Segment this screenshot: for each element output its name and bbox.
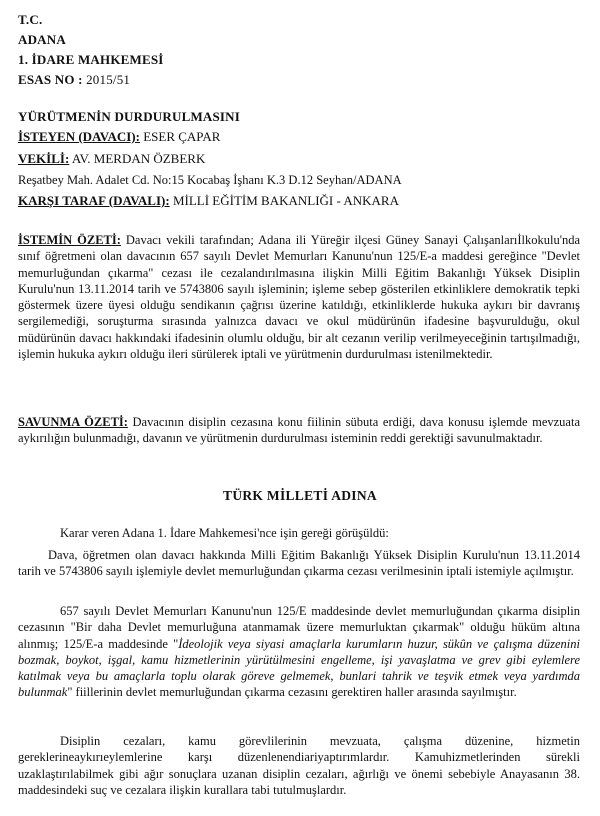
defense-paragraph <box>18 414 580 447</box>
header-esas <box>18 72 130 88</box>
header-court: 1. İDARE MAHKEMESİ <box>18 52 164 67</box>
defendant-label: KARŞI TARAF (DAVALI): <box>18 193 170 208</box>
body-paragraph-2: Dava, öğretmen olan davacı hakkında Milli Eğitim Bakanlığı Yüksek Disiplin Kurulu'nun 13.11.2014 tarih ve 5743806 sayılı işlemiyle devlet memurluğundan çıkarma cezası verilmesinin iptali istemiyle açılmıştır. <box>18 548 580 579</box>
esas-value: 2015/51 <box>86 72 131 87</box>
body-paragraph-1: Karar veren Adana 1. İdare Mahkemesi'nce işin gereği görüşüldü: <box>60 526 389 540</box>
counsel-label: VEKİLİ: <box>18 151 70 166</box>
summary-label: İSTEMİN ÖZETİ: <box>18 233 121 247</box>
body-paragraph-4: Disiplin cezaları, kamu görevlilerinin mevzuata, çalışma düzenine, hizmetin gereklerineaykırıeylemlerine karşı düzenlenendiariyaptırımlardır. Kamuhizmetlerinden sürekli uzaklaştırılabilmek gibi ağır sonuçlara uzanan disiplin cezaları, ağırlığı ve önemi sebebiyle Anayasanın 38. maddesindeki suç ve cezalara ilişkin kurallara tabi tutulmuşlardır. <box>18 734 580 797</box>
counsel-line <box>18 151 205 167</box>
decision-title: TÜRK MİLLETİ ADINA <box>223 488 377 503</box>
esas-label: ESAS NO : <box>18 72 83 87</box>
defendant-value: MİLLİ EĞİTİM BAKANLIĞI - ANKARA <box>172 193 399 208</box>
counsel-address: Reşatbey Mah. Adalet Cd. No:15 Kocabaş İşhanı K.3 D.12 Seyhan/ADANA <box>18 173 402 187</box>
body-paragraph-3-tail: " fiillerinin devlet memurluğundan çıkarma cezasını gerektiren haller arasında sayılmıştır. <box>67 685 517 700</box>
case-subject: YÜRÜTMENİN DURDURULMASINI <box>18 109 241 124</box>
summary-text: Davacı vekili tarafından; Adana ili Yüreğir ilçesi Güney Sanayi Çalışanlarıİlkokulu'nda sınıf öğretmeni olan davacının 657 sayılı Devlet Memurları Kanunu'nun 125/E-a maddesi gereğince "Devlet memurluğundan çıkarma" cezası ile cezalandırılmasına ilişkin Milli Eğitim Bakanlığı Yüksek Disiplin Kurulu'nun 13.11.2014 tarih ve 5743806 sayılı işleminin; işleme sebep gösterilen etkinliklere demokratik tepki göstermek üzere üyesi olduğu sendikanın çağrısı üzerine katıldığı, etkinliklerde hukuka aykırı bir davranış sergilemediği, soruşturma sırasında yalnızca davacı ve okul müdürünün ifadesine başvurulduğu, okul müdürünün davacı hakkındaki ifadesinin olumlu olduğu, bir alt cezanın verilip verilmeyeceğinin tartışılmadığı, işlemin hukuka aykırı olduğu ileri sürülerek iptali ve yürütmenin durdurulması istenilmektedir. <box>18 233 580 362</box>
applicant-line <box>18 129 220 145</box>
defense-label: SAVUNMA ÖZETİ: <box>18 415 128 429</box>
counsel-value: AV. MERDAN ÖZBERK <box>71 151 206 166</box>
body-paragraph-3-quote: İdeolojik veya siyasi amaçlarla kurumların huzur, sükûn ve çalışma düzenini bozmak, boykot, işgal, kamu hizmetlerinin yürütülmesini engelleme, işi yavaşlatma ve grev gibi eylemlere katılmak veya bu amaçlarla toplu olarak göreve gelmemek, bunlari tahrik ve teşvik etmek veya yardımda bulunmak <box>18 636 580 700</box>
applicant-value: ESER ÇAPAR <box>143 129 221 144</box>
summary-paragraph <box>18 232 580 362</box>
defense-text: Davacının disiplin cezasına konu fiilinin sübuta erdiği, dava konusu işlemde mevzuata aykırılığın bulunmadığı, davanın ve yürütmenin durdurulması isteminin reddi gerektiği savunulmaktadır. <box>18 415 581 446</box>
defendant-line <box>18 193 399 209</box>
header-tc: T.C. <box>18 12 43 27</box>
body-paragraph-3 <box>18 603 580 701</box>
body-paragraph-3-lead: 657 sayılı Devlet Memurları Kanunu'nun 125/E maddesinde devlet memurluğundan çıkarma disiplin cezasının "Bir daha Devlet memurluğuna atanmamak üzere memurluktan çıkarmak" olduğu hüküm altına alınmış; 125/E-a maddesinde " <box>18 604 580 651</box>
applicant-label: İSTEYEN (DAVACI): <box>18 129 140 144</box>
header-city: ADANA <box>18 32 66 47</box>
